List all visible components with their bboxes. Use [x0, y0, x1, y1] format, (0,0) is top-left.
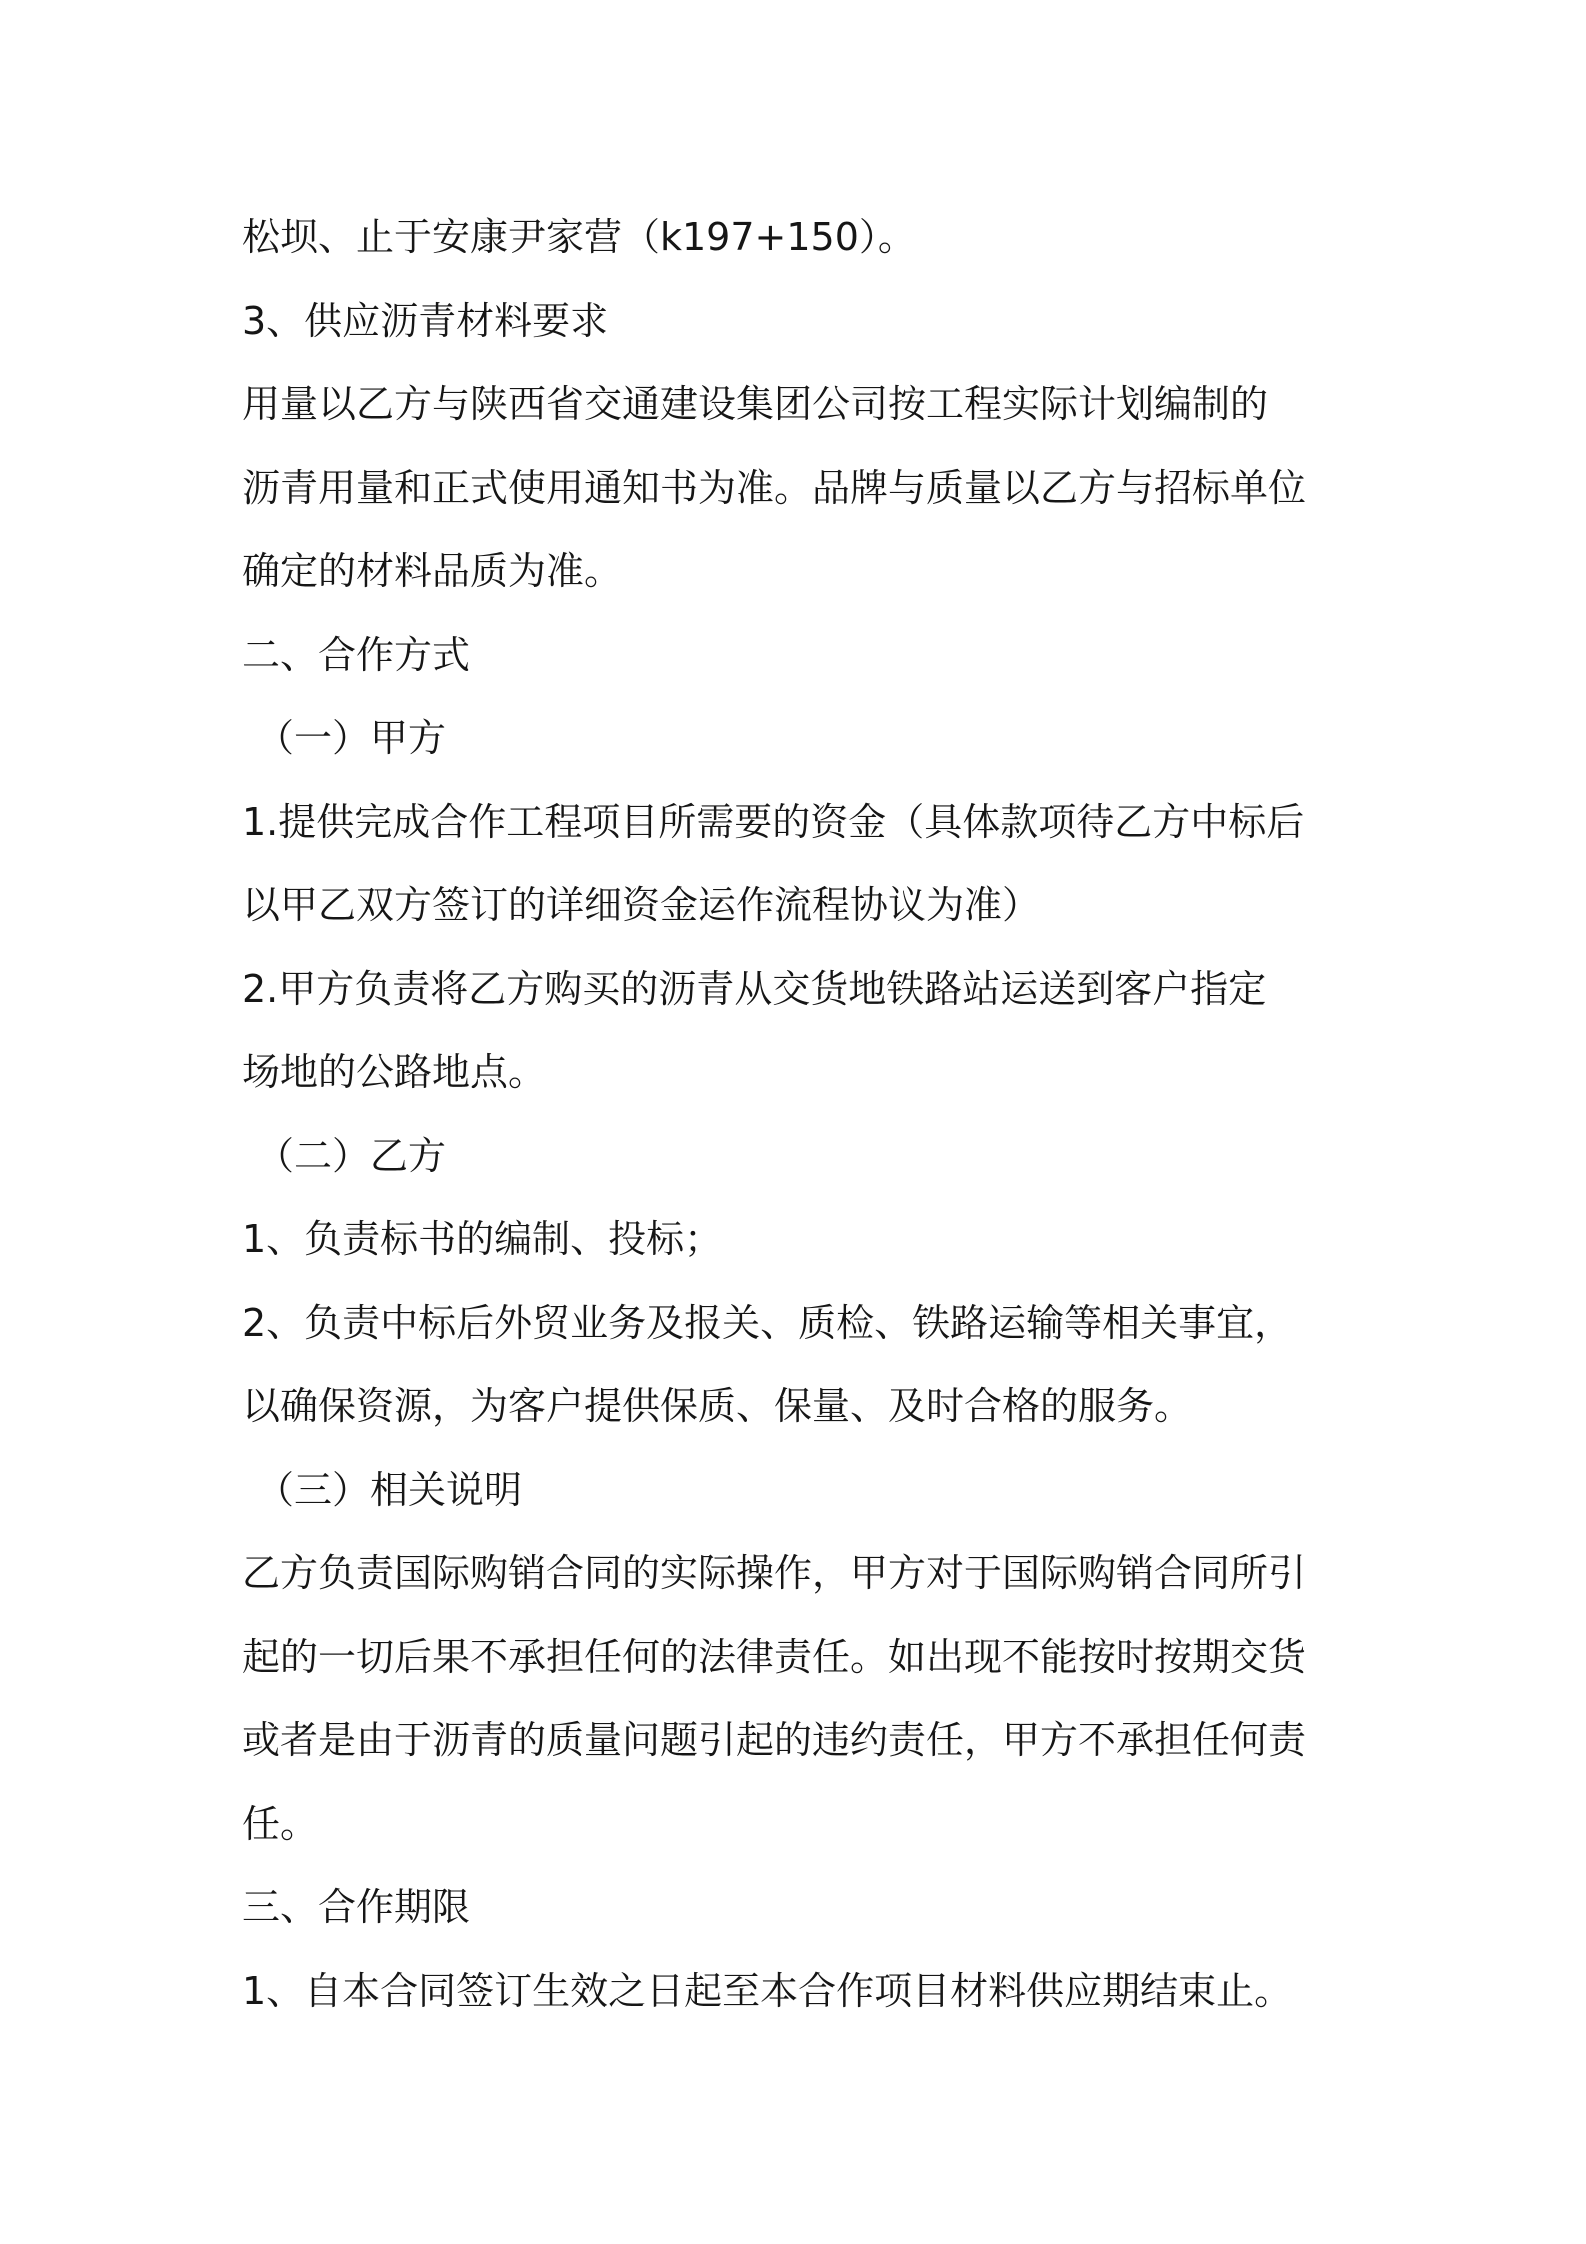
subsection-heading: （三）相关说明 [256, 1467, 523, 1512]
text-line: 乙方负责国际购销合同的实际操作，甲方对于国际购销合同所引 [242, 1551, 1307, 1595]
text-line: 确定的材料品质为准。 [242, 549, 623, 593]
text-line: 2.甲方负责将乙方购买的沥青从交货地铁路站运送到客户指定 [242, 966, 1267, 1011]
section-heading: 3、供应沥青材料要求 [242, 298, 609, 343]
section-heading: 二、合作方式 [242, 632, 471, 677]
subsection-heading: （一）甲方 [256, 716, 447, 760]
text-line: 或者是由于沥青的质量问题引起的违约责任，甲方不承担任何责 [242, 1718, 1307, 1762]
text-line: 以甲乙双方签订的详细资金运作流程协议为准） [242, 883, 1041, 927]
text-line: 1.提供完成合作工程项目所需要的资金（具体款项待乙方中标后 [242, 799, 1305, 844]
text-line: 任。 [242, 1801, 319, 1846]
text-line: 1、负责标书的编制、投标； [242, 1217, 723, 1261]
text-line: 1、自本合同签订生效之日起至本合作项目材料供应期结束止。 [242, 1968, 1293, 2013]
section-heading: 三、合作期限 [242, 1885, 471, 1929]
text-line: 用量以乙方与陕西省交通建设集团公司按工程实际计划编制的 [242, 382, 1269, 426]
subsection-heading: （二）乙方 [256, 1133, 447, 1178]
text-line: 沥青用量和正式使用通知书为准。品牌与质量以乙方与招标单位 [242, 465, 1307, 510]
text-line: 起的一切后果不承担任何的法律责任。如出现不能按时按期交货 [242, 1634, 1307, 1679]
text-line: 以确保资源，为客户提供保质、保量、及时合格的服务。 [242, 1384, 1193, 1428]
document-body [242, 196, 1362, 2033]
text-line: 2、负责中标后外贸业务及报关、质检、铁路运输等相关事宜， [242, 1300, 1293, 1345]
text-line: 松坝、止于安康尹家营（k197+150）。 [242, 215, 916, 259]
text-line: 场地的公路地点。 [242, 1050, 547, 1094]
